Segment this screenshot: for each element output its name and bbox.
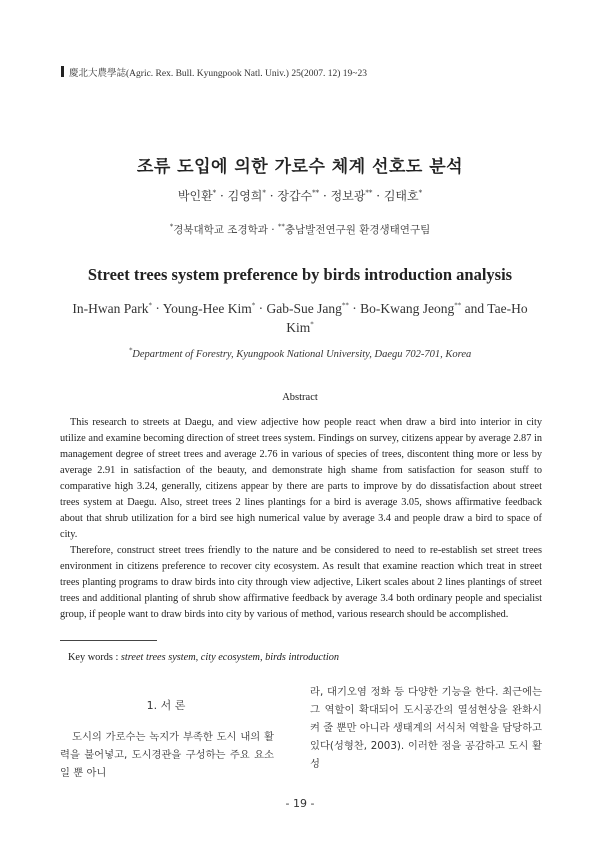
- section-heading: 1. 서 론: [146, 699, 186, 712]
- author-name: Tae-Ho Kim: [286, 301, 528, 335]
- author-name: Gab-Sue Jang: [266, 301, 342, 316]
- author-mark: **: [454, 301, 462, 310]
- abstract-paragraph: Therefore, construct street trees friendly to the nature and be considered to need to re-establish set street trees environment in citizens preference to recover city ecosystem. As result that examine reaction which treat in street trees planting programs to draw birds into city through view adjective, Likert scales about 2 lines plantings of street trees and additional planting of shrub show affirmative feedback by average 3.4 both ordinary people and specialist group, if people want to draw birds into city by various of method, various research should be accomplished.: [60, 545, 542, 620]
- page-number: - 19 -: [285, 797, 315, 810]
- keywords: [68, 652, 339, 663]
- header-marker-bar: [61, 66, 64, 77]
- author-name: 장갑수: [277, 189, 313, 203]
- author-mark: **: [312, 189, 320, 197]
- journal-header: 慶北大農學誌(Agric. Rex. Bull. Kyungpook Natl. Univ.) 25(2007. 12) 19~23: [69, 69, 367, 79]
- abstract-heading: Abstract: [282, 392, 318, 403]
- abstract-body: [60, 415, 542, 623]
- author-name: 박인환: [177, 189, 213, 203]
- body-column-left: [60, 728, 274, 782]
- english-title: Street trees system preference by birds introduction analysis: [87, 265, 513, 284]
- author-separator: ·: [152, 301, 163, 316]
- author-mark: *: [251, 301, 256, 310]
- body-column-right: [310, 683, 542, 773]
- footnote-divider: [60, 640, 157, 641]
- author-mark: *: [310, 320, 314, 329]
- korean-title: 조류 도입에 의한 가로수 체계 선호도 분석: [136, 157, 464, 177]
- korean-authors: [0, 187, 600, 204]
- author-mark: *: [418, 189, 423, 197]
- author-separator: ·: [267, 224, 278, 236]
- author-separator: ·: [372, 189, 384, 203]
- author-mark: *: [262, 189, 266, 197]
- abstract-paragraph: This research to streets at Daegu, and view adjective how people react when draw a bird into interior in city utilize and examine becoming direction of street trees system. Findings on survey, citizens appear by average 2.87 in management degree of street trees and average 2.76 in various of species of trees, discontent thing more or less by average 2.91 in satisfaction of the beauty, and demonstrate high shame from satisfaction for season stuff to comparative high 3.24, generally, citizens appear by there are parts to improve by do dissatisfaction about street trees system at Daegu. Also, street trees 2 lines plantings for a bird is average 3.05, shows affirmative feedback about that shrub utilization for a bird see high numerical value by average 3.4 and people draw a bird to space of city.: [60, 417, 542, 540]
- affiliation-mark: *: [128, 346, 133, 355]
- english-affiliation: [0, 346, 600, 360]
- author-separator: ·: [255, 301, 267, 316]
- author-separator: ·: [319, 189, 331, 203]
- author-name: 김태호: [383, 189, 419, 203]
- affiliation-mark: **: [277, 222, 285, 231]
- author-mark: **: [365, 189, 373, 197]
- author-mark: *: [212, 189, 217, 197]
- author-name: 정보광: [330, 189, 366, 203]
- author-mark: **: [341, 301, 349, 310]
- author-separator: and: [461, 301, 488, 316]
- author-name: Young-Hee Kim: [162, 301, 252, 316]
- author-name: Bo-Kwang Jeong: [360, 301, 455, 316]
- author-separator: ·: [348, 301, 361, 316]
- author-name: In-Hwan Park: [72, 301, 149, 316]
- affiliation-text: 경북대학교 조경학과: [173, 224, 268, 236]
- body-paragraph: 라, 대기오염 정화 등 다양한 기능을 한다. 최근에는 그 역할이 확대되어 도시공간의 열섬현상을 완화시켜 줄 뿐만 아니라 생태계의 서식처 역할을 담당하고 있다(성형찬, 2003). 이러한 점을 공감하고 도시 활성: [310, 686, 542, 770]
- author-name: 김영희: [227, 189, 263, 203]
- author-separator: ·: [216, 189, 228, 203]
- keywords-label: Key words :: [68, 652, 121, 663]
- keywords-value: street trees system, city ecosystem, birds introduction: [120, 652, 340, 663]
- author-mark: *: [148, 301, 153, 310]
- korean-affiliation: [0, 222, 600, 237]
- affiliation-text: 충남발전연구원 환경생태연구팀: [284, 224, 431, 236]
- english-authors: [70, 299, 530, 337]
- affiliation-mark: *: [169, 222, 174, 231]
- affiliation-text: Department of Forestry, Kyungpook National University, Daegu 702-701, Korea: [132, 349, 472, 360]
- author-separator: ·: [265, 189, 278, 203]
- body-paragraph: 도시의 가로수는 녹지가 부족한 도시 내의 활력을 불어넣고, 도시경관을 구성하는 주요 요소일 뿐 아니: [60, 731, 274, 779]
